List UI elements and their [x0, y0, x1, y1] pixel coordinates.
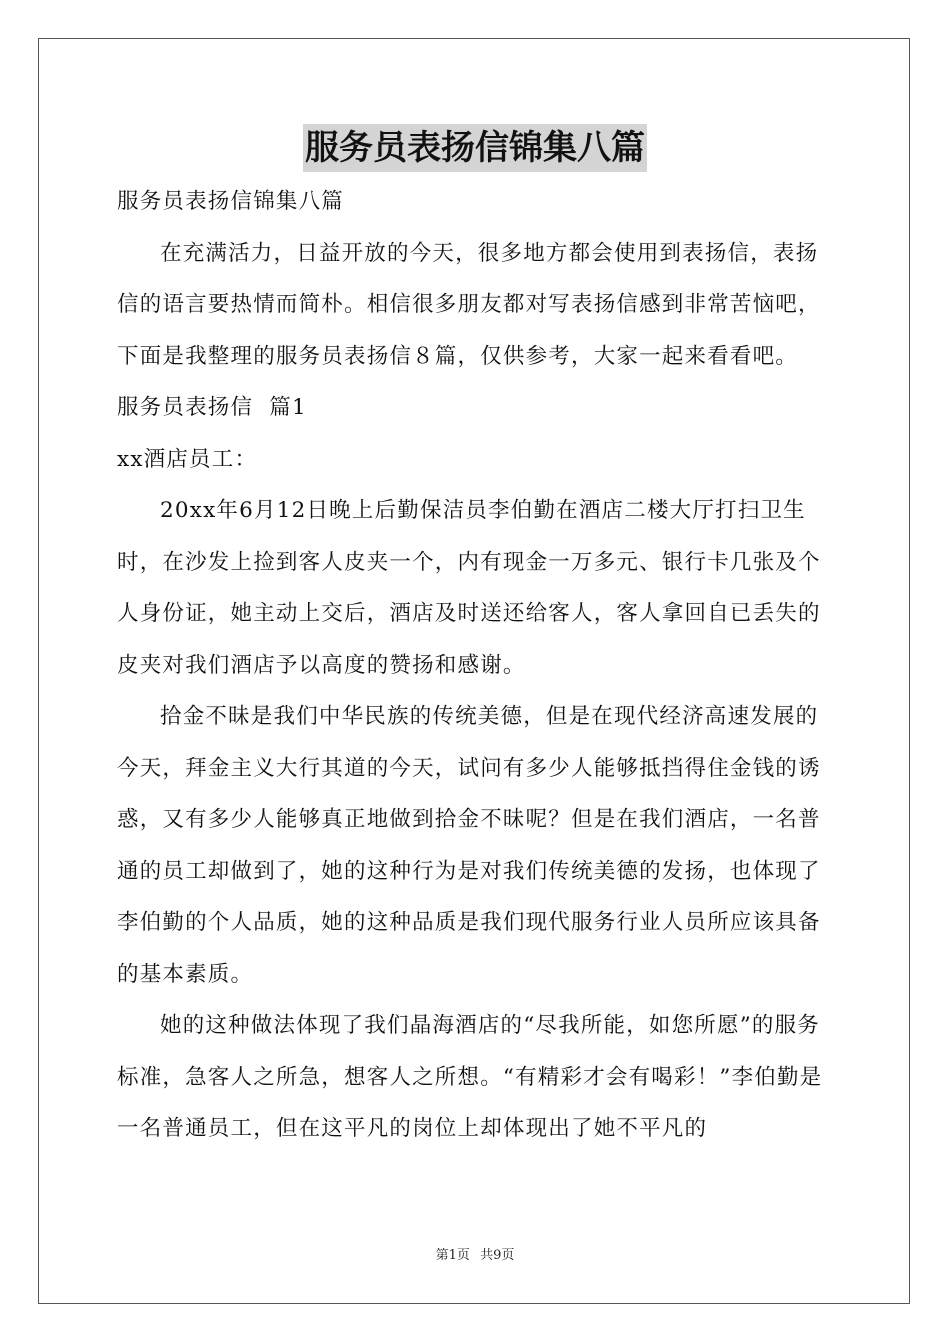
document-body: [117, 176, 833, 1155]
page-total: 共9页: [480, 1248, 515, 1263]
section-heading: 服务员表扬信 篇1: [117, 395, 307, 420]
document-title: 服务员表扬信锦集八篇: [303, 124, 647, 172]
body-paragraph-2: 拾金不昧是我们中华民族的传统美德，但是在现代经济高速发展的今天，拜金主义大行其道的今天，试问有多少人能够抵挡得住金钱的诱惑，又有多少人能够真正地做到拾金不昧呢？但是在我们酒店，一名普通的员工却做到了，她的这种行为是对我们传统美德的发扬，也体现了李伯勤的个人品质，她的这种品质是我们现代服务行业人员所应该具备的基本素质。: [117, 704, 821, 987]
letter-salutation: xx酒店员工：: [117, 446, 258, 472]
title-container: [0, 124, 950, 172]
document-subtitle: 服务员表扬信锦集八篇: [117, 189, 345, 214]
intro-paragraph: 在充满活力，日益开放的今天，很多地方都会使用到表扬信，表扬信的语言要热情而简朴。相信很多朋友都对写表扬信感到非常苦恼吧，下面是我整理的服务员表扬信８篇，仅供参考，大家一起来看看吧。: [117, 240, 821, 369]
page-number: 第1页: [435, 1248, 470, 1263]
body-paragraph-3: 她的这种做法体现了我们晶海酒店的“尽我所能，如您所愿”的服务标准，急客人之所急，想客人之所想。“有精彩才会有喝彩！”李伯勤是一名普通员工，但在这平凡的岗位上却体现出了她不平凡的: [117, 1013, 823, 1141]
page-footer: [0, 1246, 950, 1266]
body-paragraph-1: 20xx年6月12日晚上后勤保洁员李伯勤在酒店二楼大厅打扫卫生时，在沙发上捡到客人皮夹一个，内有现金一万多元、银行卡几张及个人身份证，她主动上交后，酒店及时送还给客人，客人拿回自已丢失的皮夹对我们酒店予以高度的赞扬和感谢。: [117, 498, 821, 678]
